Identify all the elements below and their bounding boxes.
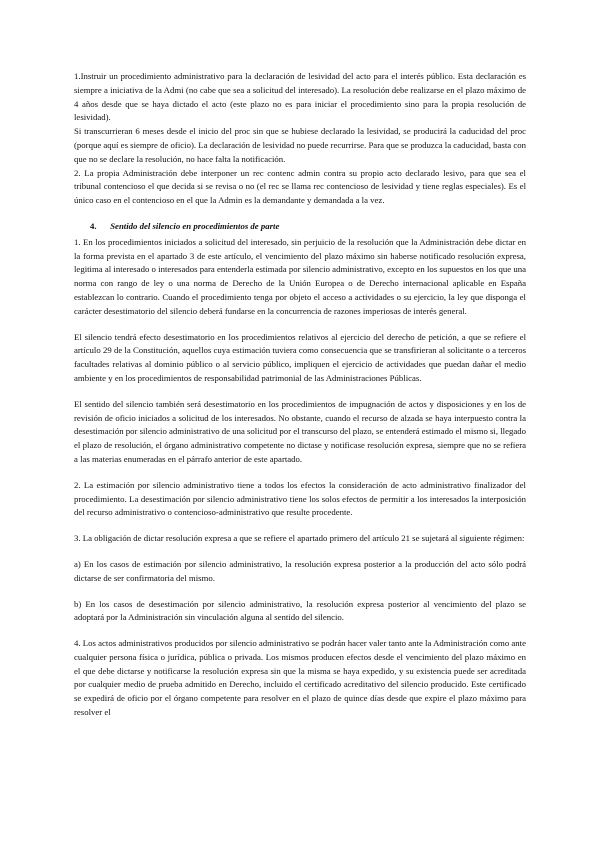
paragraph-silencio-4: 4. Los actos administrativos producidos por silencio administrativo se podrán hacer valer tanto ante la Administración como ante cualquier persona física o jurídica, pública o privada. Los mismos producen efectos desde el vencimiento del plazo máximo en el que debe dictarse y notificarse la resolución expresa sin que la misma se haya expedido, y su existencia puede ser acreditada por cualquier medio de prueba admitido en Derecho, incluido el certificado acreditativo del silencio producido. Este certificado se expedirá de oficio por el órgano competente para resolver en el plazo de quince días desde que expire el plazo máximo para resolver el	[74, 638, 526, 718]
paragraph-silencio-2: 2. La estimación por silencio administrativo tiene a todos los efectos la consideración de acto administrativo finalizador del procedimiento. La desestimación por silencio administrativo tiene los solos efectos de permitir a los interesados la interposición del recurso administrativo o contencioso-administrativo que resulte procedente.	[74, 479, 526, 518]
paragraph-silencio-impugnacion: El sentido del silencio también será desestimatorio en los procedimientos de impugnación de actos y disposiciones y en los de revisión de oficio iniciados a solicitud de los interesados. No obstante, cuando el recurso de alzada se haya interpuesto contra la desestimación por silencio administrativo de una solicitud por el transcurso del plazo, se entenderá estimado el mismo si, llegado el plazo de resolución, el órgano administrativo competente no dictase y notificase resolución expresa, siempre que no se refiera a las materias enumeradas en el párrafo anterior de este apartado.	[74, 398, 526, 464]
paragraph-silencio-1: 1. En los procedimientos iniciados a solicitud del interesado, sin perjuicio de la resolución que la Administración debe dictar en la forma prevista en el apartado 3 de este artículo, el vencimiento del plazo máximo sin haberse notificado resolución expresa, legitima al interesado o interesados para entenderla estimada por silencio administrativo, excepto en los supuestos en los que una norma con rango de ley o una norma de Derecho de la Unión Europea o de Derecho internacional aplicable en España establezcan lo contrario. Cuando el procedimiento tenga por objeto el acceso a actividades o su ejercicio, la ley que disponga el carácter desestimatorio del silencio deberá fundarse en la concurrencia de razones imperiosas de interés general.	[74, 236, 526, 316]
paragraph-lesividad-step-1: 1.Instruir un procedimiento administrativo para la declaración de lesividad del acto para el interés público. Esta declaración es siempre a iniciativa de la Admi (no cabe que sea a solicitud del interesado). La resolución debe realizarse en el plazo máximo de 4 años desde que se haya dictado el acto (este plazo no es para iniciar el procedimiento sino para la propia resolución de lesividad).	[74, 71, 526, 123]
paragraph-silencio-desestimatorio: El silencio tendrá efecto desestimatorio en los procedimientos relativos al ejercicio del derecho de petición, a que se refiere el artículo 29 de la Constitución, aquellos cuya estimación tuviera como consecuencia que se transfirieran al solicitante o a terceros facultades relativas al dominio público o al servicio público, impliquen el ejercicio de actividades que puedan dañar el medio ambiente y en los procedimientos de responsabilidad patrimonial de las Administraciones Públicas.	[74, 331, 526, 383]
section-heading-number: 4.	[90, 220, 97, 231]
section-heading	[74, 220, 526, 234]
section-heading-text: Sentido del silencio en procedimientos de parte	[110, 220, 280, 231]
paragraph-silencio-3b: b) En los casos de desestimación por silencio administrativo, la resolución expresa posterior al vencimiento del plazo se adoptará por la Administración sin vinculación alguna al sentido del silencio.	[74, 598, 526, 623]
paragraph-silencio-3: 3. La obligación de dictar resolución expresa a que se refiere el apartado primero del artículo 21 se sujetará al siguiente régimen:	[74, 533, 525, 544]
paragraph-caducidad: Si transcurrieran 6 meses desde el inicio del proc sin que se hubiese declarado la lesividad, se producirá la caducidad del proc (porque aquí es siempre de oficio). La declaración de lesividad no puede recurrirse. Para que se produzca la caducidad, basta con que no se declare la resolución, no hace falta la notificación.	[74, 126, 526, 164]
paragraph-silencio-3a: a) En los casos de estimación por silencio administrativo, la resolución expresa posterior a la producción del acto sólo podrá dictarse de ser confirmatoria del mismo.	[74, 558, 526, 583]
paragraph-lesividad-step-2: 2. La propia Administración debe interponer un rec contenc admin contra su propio acto declarado lesivo, para que sea el tribunal contencioso el que decida si se revisa o no (el rec se llama rec contencioso de lesividad y tiene reglas especiales). Es el único caso en el contencioso en el que la Admin es la demandante y demandada a la vez.	[74, 167, 526, 206]
